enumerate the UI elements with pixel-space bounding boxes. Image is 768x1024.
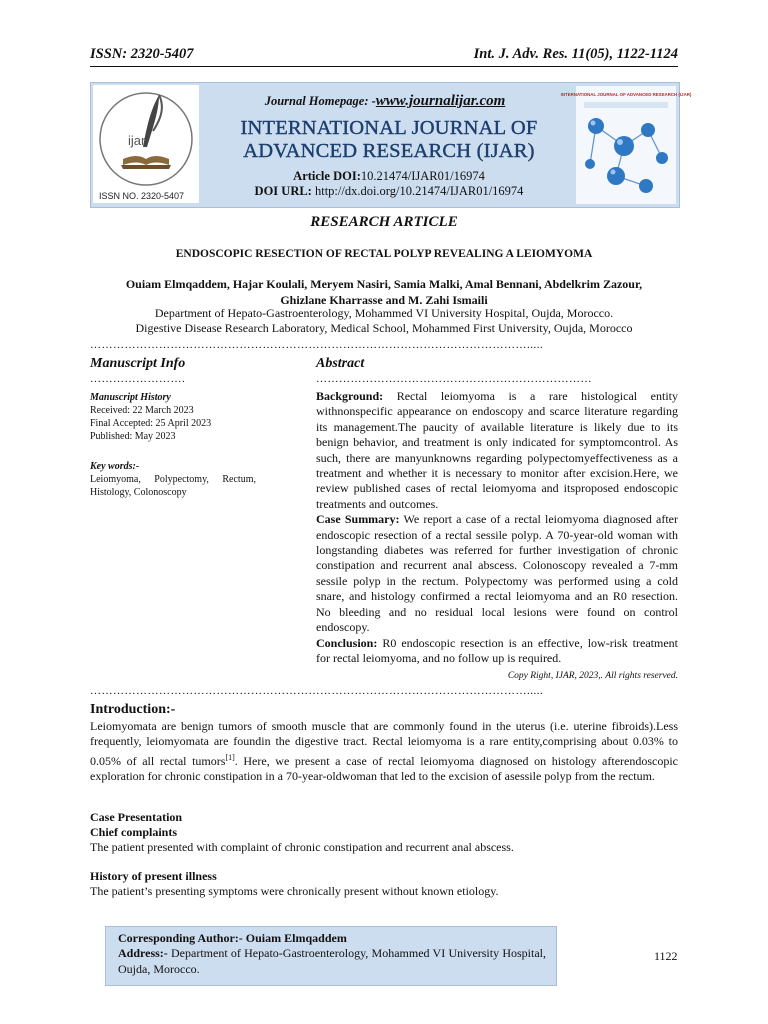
manuscript-history: Manuscript History Received: 22 March 2023 Final Accepted: 25 April 2023 Published: May 2023	[90, 392, 212, 442]
keywords: Key words:- Leiomyoma, Polypectomy, Rectum, Histology, Colonoscopy	[90, 461, 256, 498]
abstract-body	[316, 389, 678, 666]
article-type: RESEARCH ARTICLE	[310, 214, 458, 230]
corresponding-author: Corresponding Author:- Ouiam Elmqaddem	[118, 931, 347, 945]
running-header	[90, 46, 678, 67]
corresponding-address: Address:- Department of Hepato-Gastroenterology, Mohammed VI University Hospital, Oujda, Morocco.	[118, 946, 546, 976]
abstract-heading: Abstract	[316, 356, 365, 371]
journal-homepage: Journal Homepage: -www.journalijar.com	[264, 93, 506, 109]
author-list: Ouiam Elmqaddem, Hajar Koulali, Meryem Nasiri, Samia Malki, Amal Bennani, Abdelkrim Zazour, Ghizlane Kharrasse and M. Zahi Ismaili	[125, 277, 643, 307]
abstract-background: Background: Rectal leiomyoma is a rare histological entity withnonspecific appearance on endoscopy and scarce literature regarding its management.The paucity of available literature is likely due to its benign behavior, and treatment is only indicated for symptomcontrol. As such, there are manyunknowns regarding polypectomyeffectiveness as a treatment and whether it is necessary to monitor after excision.Here, we review published cases of rectal leiomyoma and itsproposed endoscopic treatments and outcomes.	[316, 389, 678, 511]
page-number: 1122	[654, 949, 678, 963]
manuscript-info-dots: …………………….	[90, 373, 186, 385]
reference-link[interactable]: [1]	[225, 752, 235, 762]
separator-dots: …………………………………………………………………………………………………….....	[90, 685, 544, 697]
chief-complaints-heading: Chief complaints	[90, 825, 177, 839]
paper-title: ENDOSCOPIC RESECTION OF RECTAL POLYP REVEALING A LEIOMYOMA	[175, 248, 593, 260]
abstract-dots: ………………………………………………………………	[316, 373, 592, 385]
article-doi: 10.21474/IJAR01/16974	[360, 169, 485, 183]
manuscript-info-heading: Manuscript Info	[90, 356, 186, 371]
introduction-heading: Introduction:-	[90, 702, 176, 717]
citation-label: Int. J. Adv. Res. 11(05), 1122-1124	[473, 46, 678, 62]
journal-banner	[90, 82, 692, 208]
introduction-body: Leiomyomata are benign tumors of smooth muscle that are commonly found in the uterus (i.e. uterine fibroids).Less frequently, leiomyomata are foundin the digestive tract. Rectal leiomyoma is a rare entity,comprising about 0.03% to 0.05% of all rectal tumors[1]. Here, we present a case of rectal leiomyoma diagnosed on histology afterendoscopic exploration for chronic constipation in a 70-year-oldwoman that led to the excision of asessile polyp from the rectum.	[90, 719, 678, 784]
cover-title: INTERNATIONAL JOURNAL OF ADVANCED RESEARCH (IJAR)	[560, 92, 692, 97]
doi-url-link[interactable]: http://dx.doi.org/10.21474/IJAR01/16974	[314, 184, 524, 198]
logo-issn: ISSN NO. 2320-5407	[99, 191, 185, 201]
molecule-cover-icon	[560, 86, 692, 204]
logo-text: ijar	[128, 133, 146, 148]
case-presentation-heading: Case Presentation	[90, 810, 183, 824]
copyright-notice: Copy Right, IJAR, 2023,. All rights reserved.	[507, 671, 678, 681]
abstract-conclusion: Conclusion: R0 endoscopic resection is an effective, low-risk treatment for rectal leiomyoma, and no follow up is required.	[316, 635, 678, 665]
journal-title: INTERNATIONAL JOURNAL OF ADVANCED RESEARCH (IJAR)	[240, 117, 538, 162]
homepage-link[interactable]: www.journalijar.com	[375, 93, 506, 109]
doi-block: Article DOI:10.21474/IJAR01/16974 DOI URL: http://dx.doi.org/10.21474/IJAR01/16974	[254, 169, 524, 198]
history-of-present-illness: History of present illness The patient’s presenting symptoms were chronically present without known etiology.	[90, 869, 499, 899]
journal-cover-image	[560, 86, 692, 204]
abstract-case-summary: Case Summary: We report a case of a rectal leiomyoma diagnosed after endoscopic resection of a rectal sessile polyp. A 70-year-old woman with longstanding diabetes was referred for further investigation of chronic constipation and recurrent anal abscess. Colonoscopy revealed a 7-mm sessile polyp in the rectum. Polypectomy was performed using a cold snare, and histology confirmed a rectal leiomyoma and an R0 resection. No bleeding and no residual local lesions were found on control endoscopy.	[316, 512, 678, 635]
affiliations: Department of Hepato-Gastroenterology, Mohammed VI University Hospital, Oujda, Morocco. Digestive Disease Research Laboratory, Medical School, Mohammed First University, Oujda, Morocco	[135, 306, 633, 335]
corresponding-author-box	[105, 926, 557, 986]
issn-label: ISSN: 2320-5407	[90, 46, 194, 62]
case-presentation: Case Presentation Chief complaints The patient presented with complaint of chronic constipation and recurrent anal abscess.	[90, 810, 678, 855]
separator-dots: …………………………………………………………………………………………………….....	[90, 339, 544, 351]
